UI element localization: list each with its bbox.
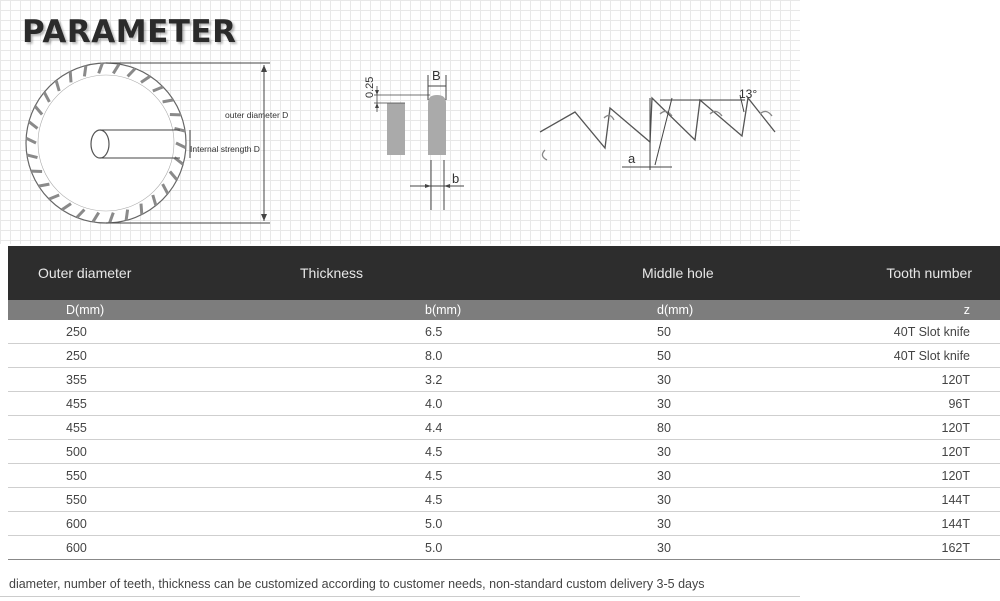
- cell-outer-diameter: 250: [8, 320, 168, 344]
- footer-divider: [0, 596, 800, 597]
- unit-middle-hole: d(mm): [630, 300, 822, 320]
- cell-thickness: 8.0: [168, 344, 630, 368]
- cell-tooth-number: 120T: [822, 416, 1000, 440]
- tooth-thickness-drawing: [364, 68, 464, 210]
- cell-outer-diameter: 250: [8, 344, 168, 368]
- unit-outer-diameter: D(mm): [8, 300, 168, 320]
- unit-thickness: b(mm): [168, 300, 630, 320]
- table-row: [8, 344, 1000, 368]
- cell-thickness: 4.5: [168, 440, 630, 464]
- table-header-row: [8, 246, 1000, 300]
- cell-middle-hole: 30: [630, 536, 822, 560]
- cell-thickness: 4.4: [168, 416, 630, 440]
- cell-tooth-number: 120T: [822, 440, 1000, 464]
- table-row: [8, 368, 1000, 392]
- tooth-profile-drawing: [540, 95, 775, 170]
- dimension-b-label: b: [452, 171, 460, 186]
- saw-tooth: [70, 71, 71, 82]
- cell-outer-diameter: 550: [8, 488, 168, 512]
- dimension-B-label: B: [432, 68, 441, 83]
- header-outer-diameter: Outer diameter: [8, 246, 168, 300]
- cell-middle-hole: 30: [630, 368, 822, 392]
- cell-middle-hole: 50: [630, 344, 822, 368]
- saw-tooth: [141, 204, 142, 215]
- parameter-table: [8, 246, 1000, 560]
- cell-tooth-number: 120T: [822, 368, 1000, 392]
- angle-label: 13°: [739, 87, 758, 101]
- saw-tooth: [126, 210, 128, 221]
- cell-tooth-number: 96T: [822, 392, 1000, 416]
- cell-tooth-number: 120T: [822, 464, 1000, 488]
- cell-thickness: 5.0: [168, 536, 630, 560]
- cell-outer-diameter: 600: [8, 536, 168, 560]
- cell-middle-hole: 30: [630, 512, 822, 536]
- internal-strength-label: Internal strength D: [190, 144, 260, 154]
- header-middle-hole: Middle hole: [630, 246, 822, 300]
- cell-tooth-number: 162T: [822, 536, 1000, 560]
- cell-thickness: 3.2: [168, 368, 630, 392]
- cell-tooth-number: 144T: [822, 488, 1000, 512]
- cell-outer-diameter: 355: [8, 368, 168, 392]
- saw-tooth: [163, 100, 174, 102]
- table-row: [8, 392, 1000, 416]
- cell-middle-hole: 30: [630, 440, 822, 464]
- cell-thickness: 5.0: [168, 512, 630, 536]
- saw-blade-drawing: [26, 63, 288, 223]
- table-row: [8, 488, 1000, 512]
- cell-tooth-number: 40T Slot knife: [822, 320, 1000, 344]
- cell-outer-diameter: 455: [8, 416, 168, 440]
- cell-outer-diameter: 550: [8, 464, 168, 488]
- cell-thickness: 6.5: [168, 320, 630, 344]
- cell-thickness: 4.5: [168, 488, 630, 512]
- cell-thickness: 4.5: [168, 464, 630, 488]
- table-row: [8, 440, 1000, 464]
- cell-middle-hole: 30: [630, 464, 822, 488]
- table-row: [8, 464, 1000, 488]
- dimension-a-label: a: [628, 151, 636, 166]
- cell-outer-diameter: 600: [8, 512, 168, 536]
- saw-tooth: [84, 66, 86, 77]
- parameter-diagram-area: [0, 0, 800, 244]
- page-title: PARAMETER: [22, 14, 237, 50]
- header-thickness: Thickness: [168, 246, 630, 300]
- cell-tooth-number: 144T: [822, 512, 1000, 536]
- cell-thickness: 4.0: [168, 392, 630, 416]
- table-row: [8, 536, 1000, 560]
- cell-outer-diameter: 455: [8, 392, 168, 416]
- cell-outer-diameter: 500: [8, 440, 168, 464]
- units-row: [8, 300, 1000, 320]
- header-tooth-number: Tooth number: [822, 246, 1000, 300]
- table-row: [8, 416, 1000, 440]
- cell-tooth-number: 40T Slot knife: [822, 344, 1000, 368]
- cell-middle-hole: 50: [630, 320, 822, 344]
- cell-middle-hole: 80: [630, 416, 822, 440]
- table-row: [8, 320, 1000, 344]
- dimension-025-label: 0.25: [364, 76, 376, 98]
- customization-note: diameter, number of teeth, thickness can be customized according to customer needs, non-standard custom delivery 3-5 days: [9, 577, 705, 591]
- cell-middle-hole: 30: [630, 488, 822, 512]
- outer-diameter-label: outer diameter D: [225, 110, 289, 120]
- technical-drawings: [0, 0, 800, 244]
- cell-middle-hole: 30: [630, 392, 822, 416]
- saw-tooth: [39, 184, 50, 186]
- table-row: [8, 512, 1000, 536]
- unit-tooth-number: z: [822, 300, 1000, 320]
